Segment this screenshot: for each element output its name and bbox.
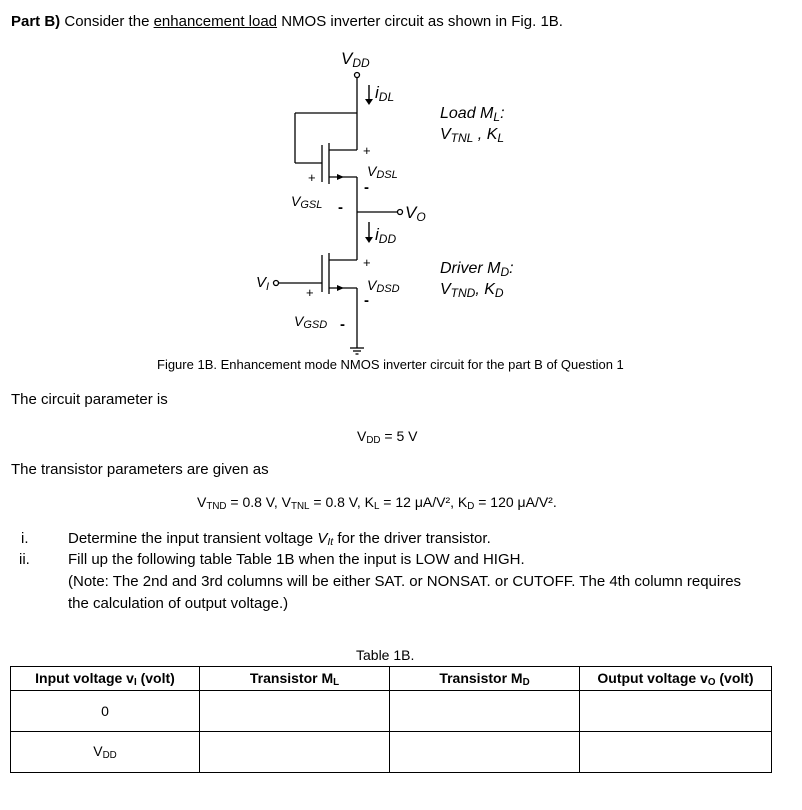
vi-label: $V_I$ <box>256 274 270 293</box>
driver-title: Driver MD: <box>440 260 514 279</box>
vgsl-minus: - <box>338 199 343 216</box>
load-source-arrow <box>337 174 344 180</box>
vo-terminal <box>398 210 403 215</box>
vgsl-plus: + <box>308 170 316 185</box>
intro-before: Consider the <box>64 13 150 30</box>
vdd-value: $V_{DD} = 5$ V <box>357 428 418 446</box>
header-output-voltage: Output voltage $v_O$ (volt) <box>580 667 772 691</box>
intro-after: NMOS inverter circuit as shown in Fig. 1B. <box>281 13 563 30</box>
figure-caption: Figure 1B. Enhancement mode NMOS inverter circuit for the part B of Question 1 <box>157 357 624 372</box>
table-1b <box>10 666 772 773</box>
md-state-low-cell[interactable] <box>390 691 580 732</box>
header-transistor-md: Transistor $M_D$ <box>390 667 580 691</box>
idd-label: iDD <box>375 225 397 246</box>
vgsd-label: VGSD <box>294 313 328 331</box>
idl-label: iDL <box>375 83 395 104</box>
vdsl-plus: + <box>363 143 371 158</box>
input-cell-high: $V_{DD}$ <box>11 732 200 773</box>
question-ii-number: ii. <box>19 551 30 568</box>
part-label: Part B) <box>11 13 61 30</box>
question-i-text: Determine the input transient voltage $V_{It}$ for the driver transistor. <box>68 530 491 548</box>
driver-source-arrow <box>337 285 344 291</box>
table-header-row <box>11 667 772 691</box>
input-cell-low: 0 <box>11 691 200 732</box>
transistor-params: $V_{TND} = 0.8$ V, $V_{TNL} = 0.8$ V, $K_L = 12$ μA/V², $K_D = 120$ μA/V². <box>197 494 557 512</box>
ml-state-high-cell[interactable] <box>200 732 390 773</box>
transistor-intro: The transistor parameters are given as <box>11 461 269 478</box>
vgsd-plus: + <box>306 285 314 300</box>
question-ii-line-1: Fill up the following table Table 1B when the input is LOW and HIGH. <box>68 551 525 568</box>
vi-terminal <box>274 281 279 286</box>
header-transistor-ml: Transistor $M_L$ <box>200 667 390 691</box>
md-state-high-cell[interactable] <box>390 732 580 773</box>
nmos-inverter-circuit <box>0 0 802 380</box>
output-low-cell[interactable] <box>580 691 772 732</box>
vgsl-label: VGSL <box>291 193 323 211</box>
vdsd-label: VDSD <box>367 277 400 295</box>
ml-state-low-cell[interactable] <box>200 691 390 732</box>
vdsd-minus: - <box>364 292 369 309</box>
load-params: VTNL , KL <box>440 126 505 145</box>
load-title: Load ML: <box>440 105 505 124</box>
vgsd-minus: - <box>340 316 345 333</box>
vdsd-plus: + <box>363 255 371 270</box>
vdd-terminal <box>355 73 360 78</box>
table-row <box>11 732 772 773</box>
output-high-cell[interactable] <box>580 732 772 773</box>
intro-underlined: enhancement load <box>153 13 278 30</box>
table-row <box>11 691 772 732</box>
driver-params: VTND, KD <box>440 281 504 300</box>
vdd-label: VDD <box>341 49 370 70</box>
vo-label: VO <box>405 203 426 224</box>
header-input-voltage: Input voltage $v_I$ (volt) <box>11 667 200 691</box>
vdsl-minus: - <box>364 179 369 196</box>
vdsl-label: VDSL <box>367 163 398 181</box>
table-caption: Table 1B. <box>356 647 415 663</box>
circuit-parameter-intro: The circuit parameter is <box>11 391 168 408</box>
question-ii-line-3: the calculation of output voltage.) <box>68 595 289 612</box>
question-ii-line-2: (Note: The 2nd and 3rd columns will be either SAT. or NONSAT. or CUTOFF. The 4th column requires <box>68 573 742 590</box>
question-i-number: i. <box>21 530 29 547</box>
